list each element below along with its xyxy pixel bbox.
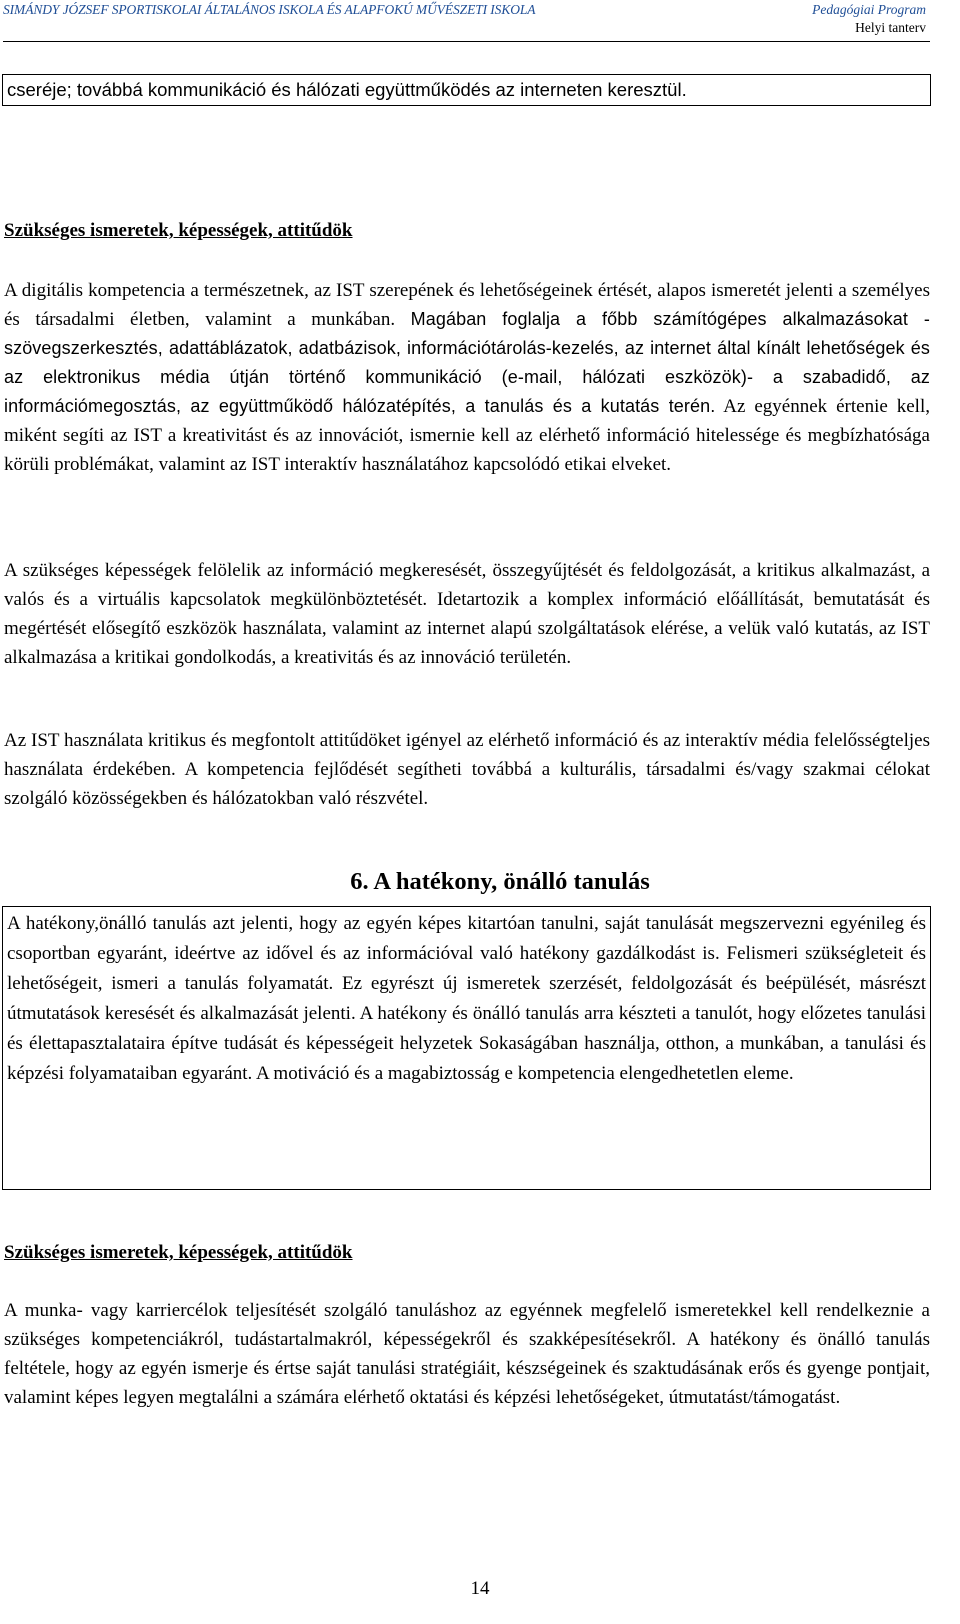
paragraph-digital-competence-part2: Magában foglalja a főbb számítógépes alkalmazásokat - szövegszerkesztés, adattáblázatok, adatbázisok, információtárolás-kezelés, az internet által kínált lehetőségek és az elektronikus média útján történő kommunikáció (e-mail, hálózati eszközök)- a szabadidő, az információmegosztás, az együttműködő hálózatépítés, a tanulás és a kutatás terén. bbox=[4, 309, 930, 416]
boxed-definition-text: A hatékony,önálló tanulás azt jelenti, hogy az egyén képes kitartóan tanulni, saját tanulását megszervezni egyénileg és csoportban egyaránt, ideértve az idővel és az információval való hatékony gazdálkodást is. Felismeri szükségleteit és lehetőségeit, ismeri a tanulás folyamatát. Ez egyrészt új ismeretek szerzését, feldolgozását és beépülését, másrészt útmutatások keresését és alkalmazását jelenti. A hatékony és önálló tanulás arra készteti a tanulót, hogy előzetes tanulási és élettapasztalataira építve tudását és képességeit helyzetek Sokaságában használja, otthon, a munkában, a tanulási és képzési folyamataiban egyaránt. A motiváció és a magabiztosság e kompetencia elengedhetetlen eleme. bbox=[7, 913, 926, 1084]
boxed-text-continuation: cseréje; továbbá kommunikáció és hálózati együttműködés az interneten keresztül. bbox=[2, 74, 931, 106]
section-number: 6. bbox=[350, 868, 369, 895]
header-doc-subtitle: Helyi tanterv bbox=[855, 20, 926, 35]
header-doc-title: Pedagógiai Program bbox=[812, 2, 926, 17]
section-heading-skills-learning: Szükséges ismeretek, képességek, attitűdök bbox=[4, 1242, 353, 1263]
section-heading-skills-digital: Szükséges ismeretek, képességek, attitűdök bbox=[4, 220, 353, 241]
header-divider bbox=[3, 41, 930, 42]
paragraph-digital-competence-part1: A digitális kompetencia a természetnek, az IST szerepének és lehetőségeinek értését, alapos ismeretét jelenti a személyes és társadalmi életben, valamint a munkában. bbox=[4, 280, 930, 330]
paragraph-digital-competence bbox=[4, 276, 930, 479]
section-title bbox=[0, 868, 960, 896]
paragraph-learning-knowledge: A munka- vagy karriercélok teljesítését szolgáló tanuláshoz az egyénnek megfelelő ismeretekkel kell rendelkeznie a szükséges kompetenciákról, tudástartalmakról, képességekről és szakképesítésekről. A hatékony és önálló tanulás feltétele, hogy az egyén ismerje és értse saját tanulási stratégiáit, készségeinek és szaktudásának erős és gyenge pontjait, valamint képes legyen megtalálni a számára elérhető oktatási és képzési lehetőségeket, útmutatást/támogatást. bbox=[4, 1300, 930, 1408]
section-title-text: A hatékony, önálló tanulás bbox=[373, 868, 650, 895]
paragraph-attitudes: Az IST használata kritikus és megfontolt attitűdöket igényel az elérhető információ és az interaktív média felelősségteljes használata érdekében. A kompetencia fejlődését segítheti továbbá a kulturális, társadalmi és/vagy szakmai célokat szolgáló közösségekben és hálózatokban való részvétel. bbox=[4, 730, 930, 809]
paragraph-digital-competence-part3: Az egyénnek értenie kell, miként segíti az IST a kreativitást és az innovációt, ismernie kell az elérhető információ hitelessége és megbízhatósága körüli problémákat, valamint az IST interaktív használatához kapcsolódó etikai elveket. bbox=[4, 396, 930, 475]
boxed-definition bbox=[2, 906, 931, 1190]
paragraph-required-skills: A szükséges képességek felölelik az információ megkeresését, összegyűjtését és feldolgozását, a kritikus alkalmazást, a valós és a virtuális kapcsolatok megkülönböztetését. Idetartozik a komplex információ előállítását, bemutatását és megértését elősegítő eszközök használata, valamint az internet alapú szolgáltatások elérése, a velük való kutatás, az IST alkalmazása a kritikai gondolkodás, a kreativitás és az innováció területén. bbox=[4, 560, 930, 668]
header-school-name: SIMÁNDY JÓZSEF SPORTISKOLAI ÁLTALÁNOS ISKOLA ÉS ALAPFOKÚ MŰVÉSZETI ISKOLA bbox=[3, 2, 536, 17]
page-number: 14 bbox=[470, 1578, 490, 1599]
